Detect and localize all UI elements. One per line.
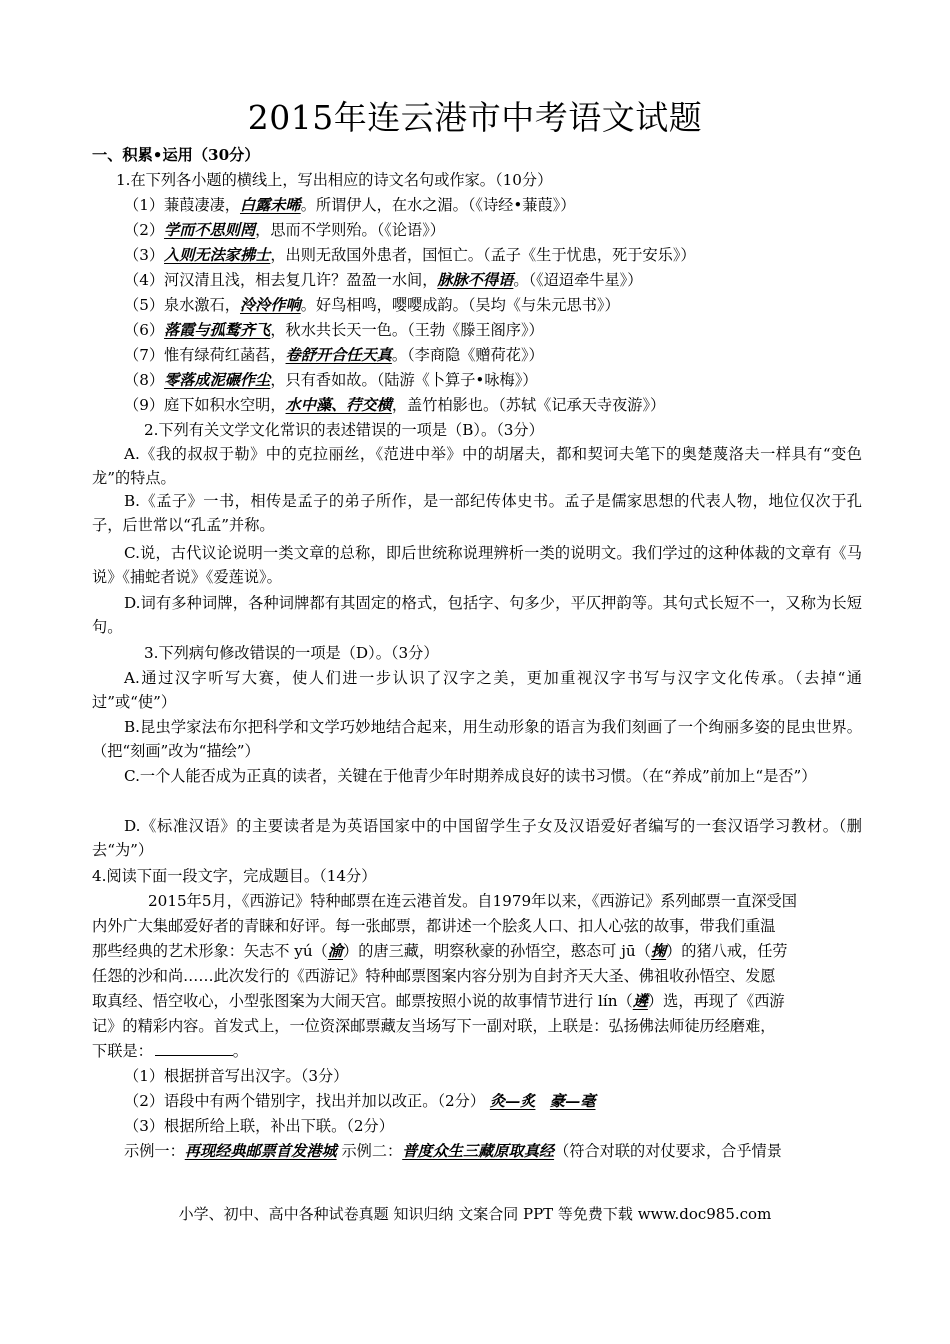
q4-sub-1: （1）根据拼音写出汉字。（3分） [124, 1067, 349, 1085]
sub-question-text: （2）语段中有两个错别字，找出并加以改正。（2分） [124, 1092, 486, 1110]
q1-stem: 1.在下列各小题的横线上，写出相应的诗文名句或作家。（10分） [116, 171, 553, 189]
q1-answer: 卷舒开合任天真 [285, 346, 392, 364]
passage-text: ）的唐三藏，明察秋豪的孙悟空，憨态可 jū（ [343, 942, 651, 960]
q3-option-d: D.《标准汉语》的主要读者是为英语国家中的中国留学生子女及汉语爱好者编写的一套汉语学习教材。（删去“为”） [92, 817, 862, 859]
q1-item-text: （2） [124, 221, 165, 239]
q2-option-c: C.说，古代议论说明一类文章的总称，即后世统称说理辨析一类的说明文。我们学过的这种体裁的文章有《马说》《捕蛇者说》《爱莲说》。 [92, 544, 862, 586]
q1-answer: 零落成泥碾作尘 [164, 371, 271, 389]
q1-item-text: （7）惟有绿荷红菡萏， [124, 346, 286, 364]
q1-answer: 白露未晞 [239, 196, 301, 214]
q4-sub-2 [124, 1089, 894, 1113]
page-title: 2015年连云港市中考语文试题 [247, 98, 703, 137]
q1-item-3 [124, 243, 894, 267]
q1-item-text: （8） [124, 371, 165, 389]
pinyin-answer: 渝 [327, 942, 344, 960]
q1-answer: 入则无法家拂士 [164, 246, 271, 264]
q1-item-text: ，盖竹柏影也。（苏轼《记承天寺夜游》） [391, 396, 666, 414]
q1-item-text: 。好鸟相鸣，嘤嘤成韵。（吴均《与朱元思书》） [300, 296, 620, 314]
q1-item-text: （1）蒹葭凄凄， [124, 196, 240, 214]
q3-stem: 3.下列病句修改错误的一项是（D）。（3分） [144, 644, 439, 662]
typo-correction: 豪—毫 [549, 1092, 596, 1110]
q1-item-1 [124, 193, 894, 217]
passage-text: 下联是： [92, 1042, 153, 1060]
q1-item-4 [124, 268, 894, 292]
q1-item-text: ，只有香如故。（陆游《卜算子•咏梅》） [270, 371, 538, 389]
q2-stem: 2.下列有关文学文化常识的表述错误的一项是（B）。（3分） [144, 421, 544, 439]
q1-item-7 [124, 343, 894, 367]
q1-answer: 落霞与孤鹜齐飞 [164, 321, 271, 339]
example-label: 示例二： [341, 1142, 403, 1160]
pinyin-answer: 掬 [650, 942, 667, 960]
q1-answer: 学而不思则罔 [164, 221, 256, 239]
q1-item-2 [124, 218, 894, 242]
q1-item-text: （3） [124, 246, 165, 264]
q1-item-text: （4）河汉清且浅，相去复几许？盈盈一水间， [124, 271, 438, 289]
q1-item-8 [124, 368, 894, 392]
passage-text: ）选，再现了《西游 [647, 992, 785, 1010]
passage-text: ）的猪八戒，任劳 [666, 942, 788, 960]
pinyin-answer: 遴 [632, 992, 648, 1010]
q1-item-6 [124, 318, 894, 342]
q1-item-text: ，思而不学则殆。（《论语》） [255, 221, 445, 239]
q3-option-b: B.昆虫学家法布尔把科学和文学巧妙地结合起来，用生动形象的语言为我们刻画了一个绚丽多姿的昆虫世界。（把“刻画”改为“描绘”） [92, 718, 862, 760]
q2-option-d: D.词有多种词牌，各种词牌都有其固定的格式，包括字、句多少，平仄押韵等。其句式长短不一，又称为长短句。 [92, 594, 862, 636]
q3-option-a: A.通过汉字听写大赛，使人们进一步认识了汉字之美，更加重视汉字书写与汉字文化传承。（去掉“通过”或“使”） [92, 669, 862, 711]
answer-blank [155, 1039, 233, 1056]
q1-item-text: （6） [124, 321, 165, 339]
q1-item-text: 。（李商隐《赠荷花》） [391, 346, 544, 364]
q4-passage-line: 内外广大集邮爱好者的青睐和好评。每一张邮票，都讲述一个脍炙人口、扣人心弦的故事，带我们重温 [92, 917, 776, 935]
q1-item-9 [124, 393, 894, 417]
q4-passage-line: 记》的精彩内容。首发式上，一位资深邮票藏友当场写下一副对联，上联是：弘扬佛法师徒历经磨难， [92, 1017, 776, 1035]
passage-text: 取真经、悟空收心，小型张图案为大闹天宫。邮票按照小说的故事情节进行 lín（ [92, 992, 633, 1010]
q4-passage-line: 任怨的沙和尚……此次发行的《西游记》特种邮票图案内容分别为自封齐天大圣、佛祖收孙悟空、发愿 [92, 967, 776, 985]
section-heading: 一、积累•运用（30分） [92, 146, 260, 164]
q1-item-text: 。（《迢迢牵牛星》） [513, 271, 643, 289]
passage-text: 那些经典的艺术形象：矢志不 yú（ [92, 942, 328, 960]
q4-passage-line [92, 1039, 862, 1063]
q3-option-c: C.一个人能否成为正真的读者，关键在于他青少年时期养成良好的读书习惯。（在“养成”前加上“是否”） [124, 767, 817, 785]
q1-answer: 水中藻、荇交横 [285, 396, 392, 414]
q1-item-text: 。所谓伊人，在水之湄。（《诗经•蒹葭》） [300, 196, 576, 214]
q4-stem: 4.阅读下面一段文字，完成题目。（14分） [92, 867, 377, 885]
q1-item-5 [124, 293, 894, 317]
example-label: 示例一： [124, 1142, 185, 1160]
typo-correction: 灸—炙 [489, 1092, 536, 1110]
q4-passage-line [92, 989, 862, 1013]
q4-sub-3: （3）根据所给上联，补出下联。（2分） [124, 1117, 394, 1135]
example-answer: 普度众生三藏原取真经 [402, 1142, 555, 1160]
q1-answer: 泠泠作响 [239, 296, 301, 314]
example-answer: 再现经典邮票首发港城 [184, 1142, 337, 1160]
q1-item-text: ，出则无敌国外患者，国恒亡。（孟子《生于忧患，死于安乐》） [270, 246, 696, 264]
q1-item-text: （9）庭下如积水空明， [124, 396, 286, 414]
q4-passage-line: 2015年5月，《西游记》特种邮票在连云港首发。自1979年以来，《西游记》系列邮票一直深受国 [148, 892, 797, 910]
q1-item-text: （5）泉水激石， [124, 296, 240, 314]
q4-examples [124, 1139, 868, 1163]
q1-answer: 脉脉不得语 [437, 271, 514, 289]
q2-option-b: B.《孟子》一书，相传是孟子的弟子所作，是一部纪传体史书。孟子是儒家思想的代表人物，地位仅次于孔子，后世常以“孔孟”并称。 [92, 492, 862, 534]
passage-text: 。 [232, 1042, 248, 1060]
q4-passage-line [92, 939, 862, 963]
q1-item-text: ，秋水共长天一色。（王勃《滕王阁序》） [270, 321, 544, 339]
q2-option-a: A.《我的叔叔于勒》中的克拉丽丝，《范进中举》中的胡屠夫，都和契诃夫笔下的奥楚蔑洛夫一样具有“变色龙”的特点。 [92, 445, 862, 487]
example-note: （符合对联的对仗要求，合乎情景 [554, 1142, 782, 1160]
page-footer: 小学、初中、高中各种试卷真题 知识归纳 文案合同 PPT 等免费下载 www.doc985.com [178, 1205, 772, 1223]
